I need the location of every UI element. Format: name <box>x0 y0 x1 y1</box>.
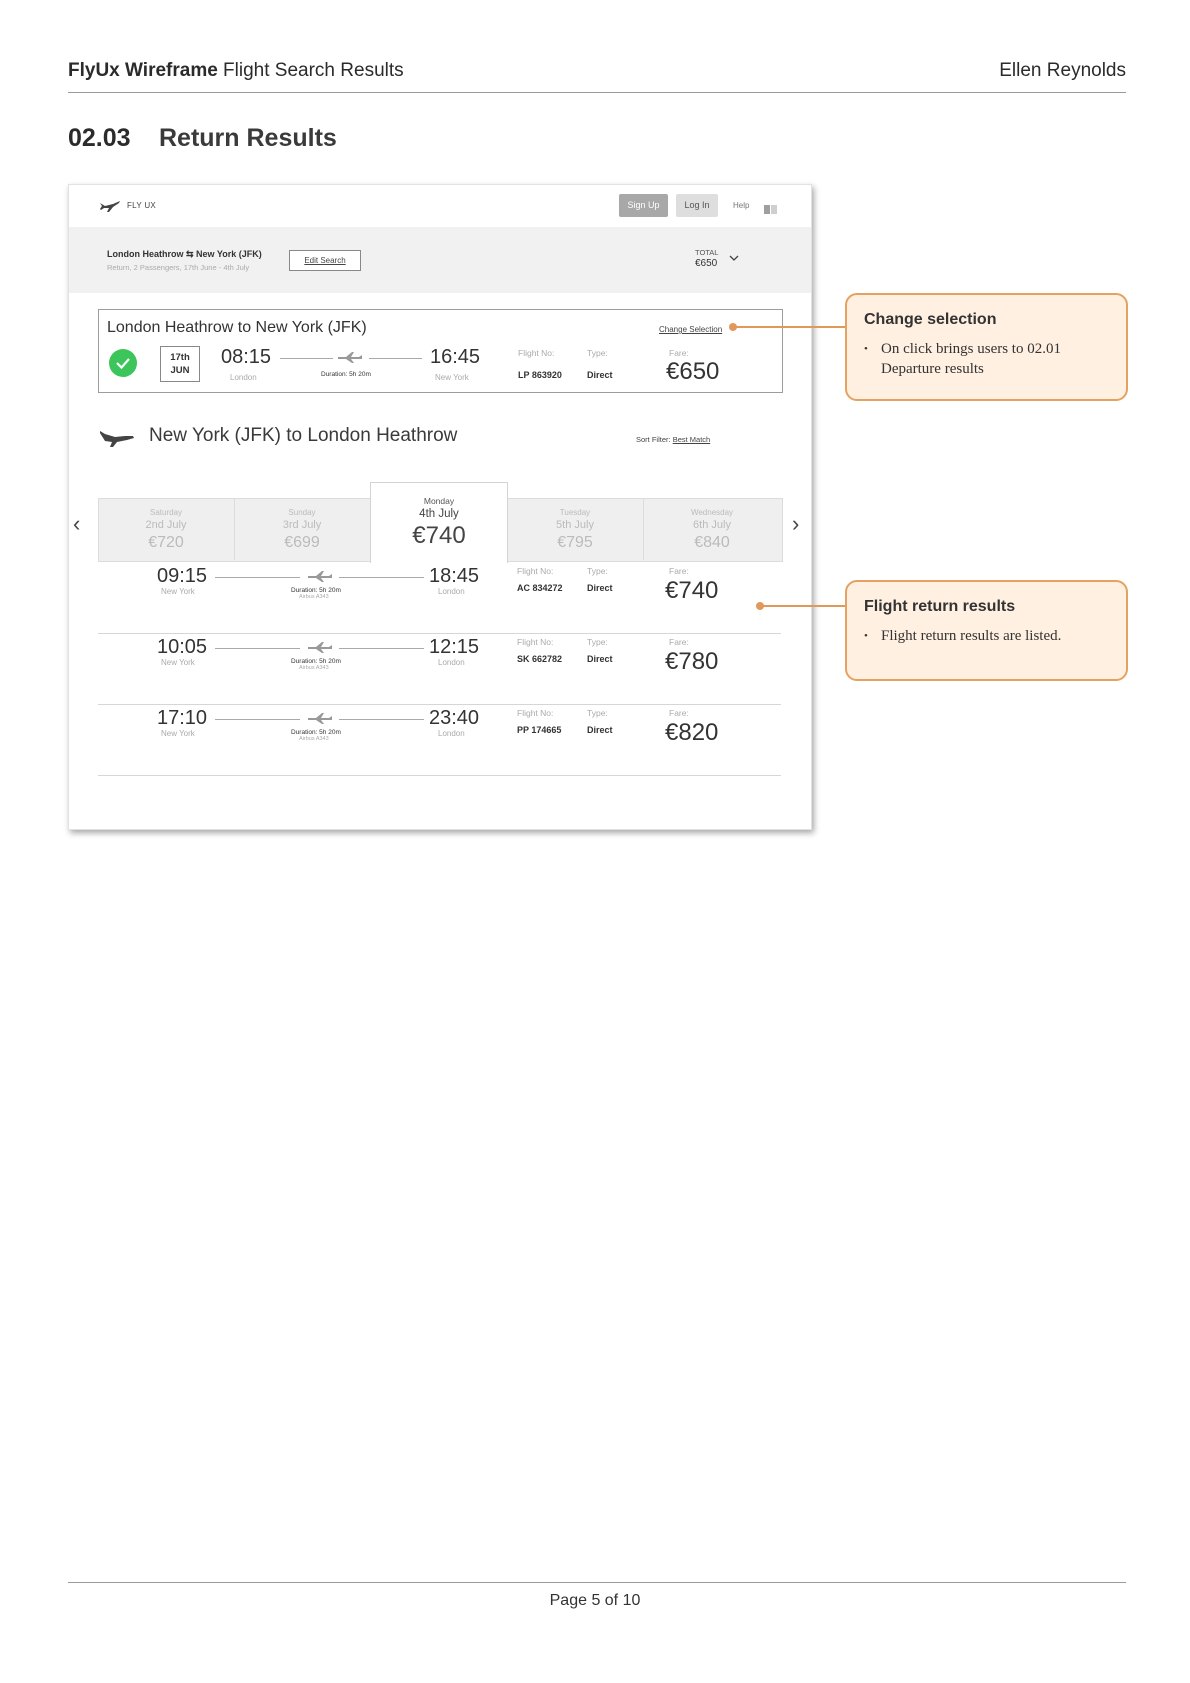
change-selection-link[interactable]: Change Selection <box>659 325 723 334</box>
fare-label: Fare: <box>669 708 689 718</box>
arrive-city: London <box>438 658 465 667</box>
arrive-time: 12:15 <box>429 636 480 658</box>
document-author: Ellen Reynolds <box>999 60 1126 81</box>
date-tab-date: 3rd July <box>282 519 322 531</box>
arrive-city: London <box>438 587 465 596</box>
depart-time: 10:05 <box>157 636 208 658</box>
outbound-fare: €650 <box>666 358 720 385</box>
language-flag-icon[interactable] <box>764 201 778 210</box>
fare-label: Fare: <box>669 348 689 358</box>
plane-icon <box>307 712 333 725</box>
date-tab-price: €699 <box>284 534 320 551</box>
plane-icon <box>307 570 333 583</box>
depart-time: 17:10 <box>157 707 208 729</box>
plane-icon <box>307 641 333 654</box>
arrive-time: 23:40 <box>429 707 480 729</box>
aircraft-type: Airbus A343 <box>299 594 329 600</box>
outbound-type: Direct <box>587 370 613 380</box>
type-label: Type: <box>587 566 608 576</box>
date-tab-day: Monday <box>423 496 455 506</box>
date-tab-price: €740 <box>412 522 466 549</box>
flight-row[interactable] <box>69 634 811 704</box>
outbound-duration: Duration: 5h 20m <box>321 371 371 378</box>
search-details: Return, 2 Passengers, 17th June - 4th July <box>107 263 250 272</box>
depart-time: 09:15 <box>157 565 208 587</box>
outbound-arrive-time: 16:45 <box>430 346 481 368</box>
depart-city: New York <box>161 729 195 738</box>
route-line <box>280 358 333 359</box>
flight-fare: €780 <box>665 648 719 675</box>
flight-row[interactable] <box>69 705 811 775</box>
login-button[interactable]: Log In <box>676 194 718 217</box>
wireframe-screen <box>68 184 812 830</box>
callout-bullet: • On click brings users to 02.01 Departure results <box>881 339 1121 379</box>
date-tab[interactable] <box>644 498 780 560</box>
total-value: €650 <box>695 258 718 269</box>
help-link[interactable]: Help <box>733 201 750 210</box>
callout-title: Flight return results <box>864 598 1016 615</box>
arrive-time: 18:45 <box>429 565 480 587</box>
flight-fare: €740 <box>665 577 719 604</box>
total-label: TOTAL <box>695 248 719 257</box>
document-header <box>68 58 1126 93</box>
document-title-rest: Flight Search Results <box>217 60 404 81</box>
flight-duration: Duration: 5h 20m <box>291 587 341 594</box>
plane-icon <box>337 351 363 364</box>
flight-no-label: Flight No: <box>517 708 554 718</box>
flight-type: Direct <box>587 725 613 735</box>
signup-button[interactable]: Sign Up <box>619 194 668 217</box>
flight-row[interactable] <box>69 563 811 633</box>
outbound-depart-time: 08:15 <box>221 346 272 368</box>
route-line <box>215 577 300 578</box>
page-number: Page 5 of 10 <box>549 1592 641 1609</box>
date-tab-price: €720 <box>148 534 184 551</box>
check-icon <box>109 349 137 377</box>
outbound-depart-city: London <box>230 373 257 382</box>
chevron-right-icon[interactable]: › <box>792 511 800 536</box>
flight-type: Direct <box>587 583 613 593</box>
search-summary-bar <box>69 227 811 293</box>
type-label: Type: <box>587 637 608 647</box>
sort-filter-value[interactable]: Best Match <box>672 435 711 444</box>
date-tab[interactable] <box>507 498 643 560</box>
section-title: Return Results <box>159 124 337 152</box>
flight-no: SK 662782 <box>517 654 563 664</box>
route-line <box>339 719 424 720</box>
outbound-title: London Heathrow to New York (JFK) <box>107 319 367 336</box>
date-tab-date: 5th July <box>556 519 594 531</box>
depart-city: New York <box>161 587 195 596</box>
date-tab-day: Wednesday <box>690 508 734 517</box>
route-line <box>369 358 422 359</box>
section-number: 02.03 <box>68 124 131 152</box>
flight-fare: €820 <box>665 719 719 746</box>
flight-no-label: Flight No: <box>517 566 554 576</box>
date-tab-price: €840 <box>694 534 730 551</box>
return-section-title: New York (JFK) to London Heathrow <box>149 425 458 446</box>
callout-list <box>864 339 1121 379</box>
route-line <box>215 648 300 649</box>
flight-no-label: Flight No: <box>517 637 554 647</box>
fare-label: Fare: <box>669 566 689 576</box>
depart-city: New York <box>161 658 195 667</box>
chevron-left-icon[interactable]: ‹ <box>73 511 81 536</box>
plane-logo-icon <box>99 199 121 213</box>
date-tab-date: 4th July <box>419 508 459 520</box>
search-route: London Heathrow ⇆ New York (JFK) <box>107 249 262 259</box>
callout-list <box>864 626 1121 646</box>
flight-no: PP 174665 <box>517 725 562 735</box>
selected-outbound-card <box>98 309 783 393</box>
fare-label: Fare: <box>669 637 689 647</box>
aircraft-type: Airbus A343 <box>299 736 329 742</box>
outbound-date-month: JUN <box>170 365 190 376</box>
chevron-down-icon[interactable] <box>729 254 739 262</box>
type-label: Type: <box>587 708 608 718</box>
outbound-date-day: 17th <box>170 352 190 363</box>
date-tab-selected[interactable] <box>370 482 508 563</box>
footer-divider <box>68 1582 1126 1583</box>
flight-type: Direct <box>587 654 613 664</box>
top-nav <box>69 185 811 227</box>
date-tab[interactable] <box>234 498 370 560</box>
outbound-arrive-city: New York <box>435 373 469 382</box>
date-tab-day: Tuesday <box>559 508 591 517</box>
callout-flight-return-results <box>845 580 1128 681</box>
annotation-connector <box>733 326 846 328</box>
outbound-date <box>160 346 200 382</box>
route-line <box>339 577 424 578</box>
plane-icon <box>99 428 135 448</box>
row-divider <box>98 775 781 776</box>
flight-duration: Duration: 5h 20m <box>291 729 341 736</box>
type-label: Type: <box>587 348 608 358</box>
flight-no-label: Flight No: <box>518 348 555 358</box>
flight-duration: Duration: 5h 20m <box>291 658 341 665</box>
annotation-connector <box>760 605 846 607</box>
arrive-city: London <box>438 729 465 738</box>
callout-change-selection <box>845 293 1128 401</box>
callout-bullet: • Flight return results are listed. <box>881 626 1121 646</box>
date-tab-date: 2nd July <box>145 519 187 531</box>
route-line <box>215 719 300 720</box>
date-tab-day: Saturday <box>149 508 183 517</box>
edit-search-button[interactable]: Edit Search <box>289 250 361 271</box>
document-title <box>68 60 404 82</box>
date-tab-price: €795 <box>557 534 593 551</box>
date-tab-date: 6th July <box>693 519 731 531</box>
aircraft-type: Airbus A343 <box>299 665 329 671</box>
sort-filter-label: Sort Filter: <box>636 435 673 444</box>
callout-title: Change selection <box>864 311 997 328</box>
date-tab[interactable] <box>98 498 234 560</box>
document-title-bold: FlyUx Wireframe <box>68 60 218 81</box>
logo-text[interactable]: FLY UX <box>127 201 157 210</box>
flight-no: AC 834272 <box>517 583 563 593</box>
outbound-flight-no: LP 863920 <box>518 370 562 380</box>
sort-filter[interactable] <box>636 435 710 444</box>
route-line <box>339 648 424 649</box>
date-tab-day: Sunday <box>288 508 316 517</box>
